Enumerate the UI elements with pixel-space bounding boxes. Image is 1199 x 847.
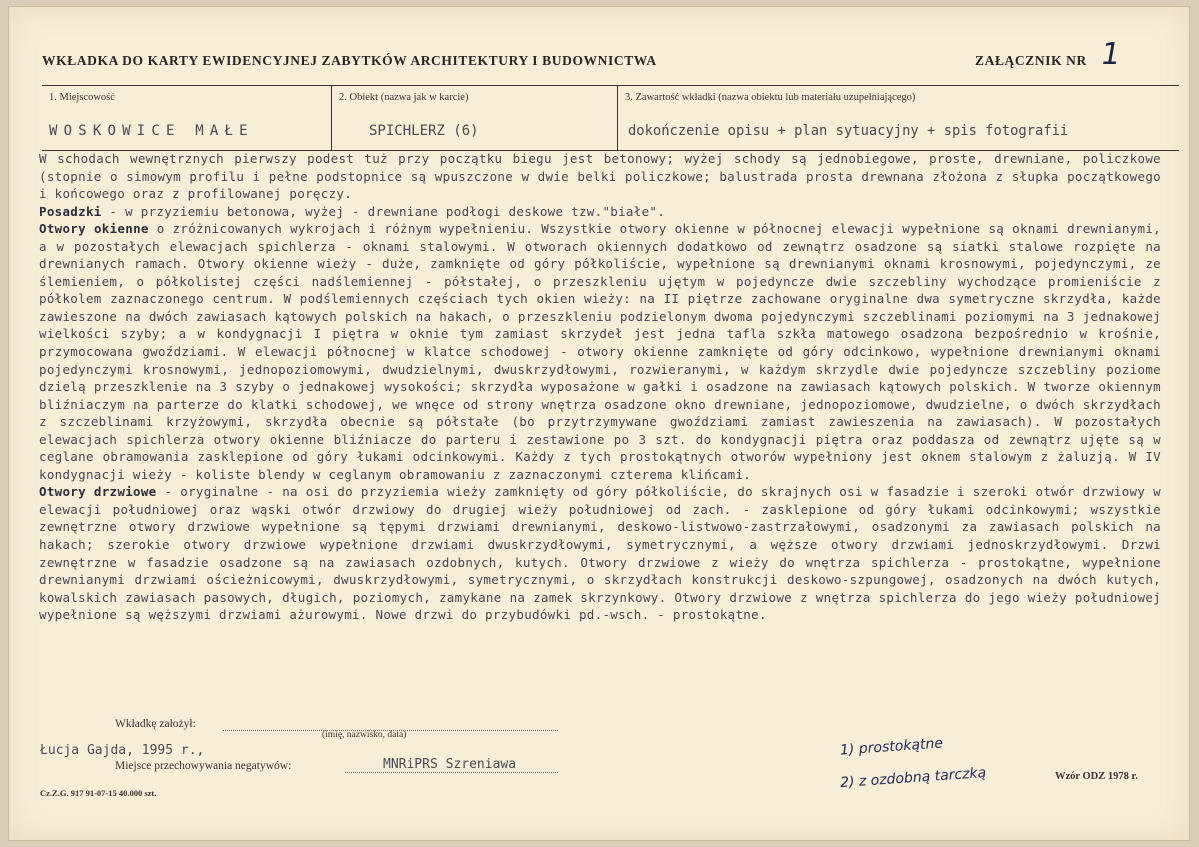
form-title: WKŁADKA DO KARTY EWIDENCYJNEJ ZABYTKÓW ARCHITEKTURY I BUDOWNICTWA — [42, 53, 657, 68]
location-label: 1. Miejscowość — [49, 92, 115, 103]
insert-by-caption: (imię, nazwisko, data) — [322, 730, 407, 740]
windows-heading: Otwory okienne — [39, 221, 149, 237]
description-text — [39, 150, 1161, 624]
paragraph-windows — [39, 220, 1161, 483]
location-value: WOSKOWICE MAŁE — [49, 123, 254, 139]
object-cell — [331, 86, 616, 150]
floors-heading: Posadzki — [39, 203, 102, 219]
doors-heading: Otwory drzwiowe — [39, 484, 157, 500]
handwritten-note-2: 2) z ozdobną tarczką — [839, 764, 987, 792]
paragraph-floors — [39, 203, 1161, 221]
windows-text: o zróżnicowanych wykrojach i różnym wypełnieniu. Wszystkie otwory okienne w północnej elewacji wypełnione są oknami drewnianymi, a w pozostałych elewacjach spichlerza - oknami stalowymi. W otworach okiennych dodatkowo od zewnątrz osadzone są siatki stalowe rozpięte na drewnianych ramach. Otwory okienne wieży - duże, zamknięte od góry półkoliście, wypełnione są drewnianymi oknami krosnowymi, pojedynczymi, ze ślemieniem, o półkolistej części nadślemiennej - półstałej, o przeszkleniu ujętym w pojedyncze dwie szczebliny wychodzące promieniście z półkolem zaznaczonego centrum. W podślemiennych częściach tych okien wieży: na II piętrze zachowane oryginalne dwa symetryczne skrzydła, każde zawieszone na dwóch zawiasach kątowych polskich na hakach, o przeszkleniu podzielonym dwoma pojedynczymi szczeblinami poziomymi na 3 jednakowej wielkości szyby; a w kondygnacji I piętra w oknie tym zamiast skrzydeł jest jedna tafla szkła matowego osadzona bezpośrednio w krośnie, przymocowana gwoździami. W elewacji północnej w klatce schodowej - otwory okienne zamknięte od góry odcinkowo, wypełnione drewnianymi oknami pojedynczymi krosnowymi, jednopoziomowymi, dwudzielnymi, dwuskrzydłowymi, rozwieranymi, w każdym skrzydle dwie pojedyncze szczebliny poziome dzielą przeszklenie na 3 szyby o jednakowej wysokości; skrzydła wyposażone w gałki i osadzone na zawiasach kątowych polskich. W tworze okiennym bliźniaczym na parterze do klatki schodowej, we wnęce od strony wnętrza osadzone okno drewniane, jednopoziomowe, dwudzielne, o dwóch skrzydłach z szczeblinami krzyżowymi, skrzydła obecnie są półstałe (bo przytrzymywane gwoździami zamiast zawieszenia na zawiasach). W pozostałych elewacjach spichlerza otwory okienne bliźniacze do parteru i zestawione po 3 szt. do kondygnacji piętra oraz poddasza od zewnątrz ujęte są w ceglane obramowania zasklepione od góry łukami odcinkowymi. Każdy z tych prostokątnych otworów wypełniony jest oknem stalowym z żaluzją. W IV kondygnacji wieży - koliste blendy w ceglanym obramowaniu z zaznaczonymi czterema klińcami. — [39, 221, 1161, 482]
content-cell — [617, 86, 1180, 150]
insert-by-label: Wkładkę założył: — [115, 718, 196, 730]
location-cell — [42, 86, 329, 150]
handwritten-note-1: 1) prostokątne — [839, 735, 944, 759]
floors-text: - w przyziemiu betonowa, wyżej - drewniane podłogi deskowe tzw."białe". — [101, 203, 666, 219]
content-value: dokończenie opisu + plan sytuacyjny + spis fotografii — [628, 123, 1069, 139]
doors-text: - oryginalne - na osi do przyziemia wieży zamknięty od góry półkoliście, do skrajnych osi w fasadzie i szeroki otwór drzwiowy w elewacji południowej oraz wąski otwór drzwiowy do drugiej wieży południowej od zach. - zasklepione od góry łukami odcinkowymi; wszystkie zewnętrzne otwory drzwiowe wypełnione są tępymi drzwiami drewnianymi, deskowo-listwowo-zastrzałowymi, osadzonymi za zawiasach polskich na hakach; szerokie otwory drzwiowe wypełnione drzwiami dwuskrzydłowymi, symetrycznymi, a węższe otwory drzwiami jednoskrzydłowymi. Drzwi zewnętrzne w fasadzie osadzone są na zawiasach ozdobnych, kutych. Otwory drzwiowe z wieży do wnętrza spichlerza - prostokątne, wypełnione drewnianymi drzwiami ościeżnicowymi, dwuskrzydłowymi, symetrycznymi, o skrzydłach konstrukcji deskowo-szpungowej, osadzonych na dwóch kutych, kowalskich zawiasach pasowych, długich, poziomych, zamykane na zamek skrzynkowy. Otwory drzwiowe z wnętrza spichlerza do jego wieży południowej wypełnione są węższymi drzwiami ażurowymi. Nowe drzwi do przybudówki pd.-wsch. - prostokątne. — [39, 484, 1161, 623]
paragraph-doors — [39, 483, 1161, 623]
negatives-value: MNRiPRS Szreniawa — [383, 757, 517, 772]
annex-number: 1 — [1097, 37, 1124, 72]
annex-label: ZAŁĄCZNIK NR — [975, 53, 1087, 68]
author-name: Łucja Gajda, 1995 r., — [40, 743, 205, 758]
print-code: Cz.Z.G. 917 91-07-15 40.000 szt. — [40, 788, 157, 798]
object-label: 2. Obiekt (nazwa jak w karcie) — [339, 92, 469, 103]
object-value: SPICHLERZ (6) — [369, 123, 479, 139]
form-model: Wzór ODZ 1978 r. — [1055, 771, 1138, 782]
negatives-label: Miejsce przechowywania negatywów: — [115, 760, 292, 772]
content-label: 3. Zawartość wkładki (nazwa obiektu lub materiału uzupełniającego) — [625, 92, 916, 103]
paragraph-stairs: W schodach wewnętrznych pierwszy podest tuż przy początku biegu jest betonowy; wyżej schody są jednobiegowe, proste, drewniane, policzkowe (stopnie o simowym profilu i pełne podstopnice są wpuszczone w dwie belki policzkowe; balustrada prosta drewnana złożona z słupka początkowego i końcowego oraz z profilowanej poręczy. — [39, 151, 1161, 202]
form-fields-row — [42, 85, 1179, 151]
